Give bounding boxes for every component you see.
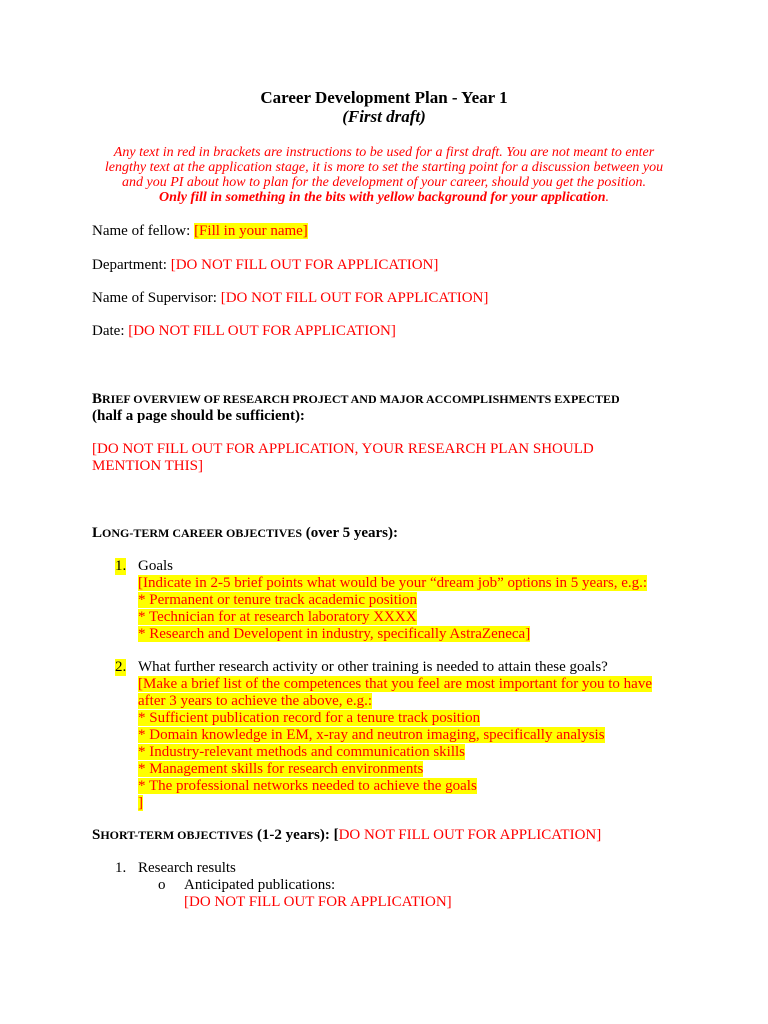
short-term-heading-rest: (1-2 years): [ <box>253 827 339 843</box>
overview-heading-small: RIEF OVERVIEW OF RESEARCH PROJECT AND MAJOR ACCOMPLISHMENTS EXPECTED <box>102 392 620 406</box>
department-value: [DO NOT FILL OUT FOR APPLICATION] <box>170 257 439 273</box>
overview-heading-cap: B <box>92 391 103 407</box>
field-department <box>92 257 682 274</box>
overview-body-line-2: MENTION THIS] <box>92 458 203 474</box>
department-label: Department: <box>92 257 167 273</box>
overview-body-line-1: [DO NOT FILL OUT FOR APPLICATION, YOUR RESEARCH PLAN SHOULD <box>92 441 594 457</box>
overview-heading <box>92 391 682 425</box>
long-term-heading <box>92 525 682 542</box>
goals-input-line[interactable]: [Indicate in 2-5 brief points what would be your “dream job” options in 5 years, e.g.: <box>138 575 648 591</box>
long-term-heading-rest: (over 5 years): <box>302 525 398 541</box>
supervisor-value: [DO NOT FILL OUT FOR APPLICATION] <box>220 290 489 306</box>
training-label: What further research activity or other training is needed to attain these goals? <box>138 659 608 675</box>
long-term-heading-small: ONG-TERM CAREER OBJECTIVES <box>102 526 303 540</box>
training-input-line[interactable]: * The professional networks needed to achieve the goals <box>138 778 477 794</box>
goals-input-line[interactable]: * Research and Developent in industry, specifically AstraZeneca] <box>138 626 531 642</box>
date-value: [DO NOT FILL OUT FOR APPLICATION] <box>128 323 396 339</box>
intro-line-4-end: . <box>605 190 609 205</box>
circle-bullet-icon: o <box>158 877 166 893</box>
overview-body <box>92 441 682 475</box>
fellow-input[interactable]: [Fill in your name] <box>194 223 308 239</box>
training-input-line[interactable]: * Sufficient publication record for a tenure track position <box>138 710 481 726</box>
supervisor-label: Name of Supervisor: <box>92 290 217 306</box>
short-term-heading-red: DO NOT FILL OUT FOR APPLICATION] <box>338 827 602 843</box>
document-subtitle: (First draft) <box>342 107 426 126</box>
field-date <box>92 323 682 340</box>
short-term-heading <box>92 827 682 844</box>
intro-instructions <box>92 145 676 205</box>
intro-line-3: and you PI about how to plan for the development of your career, should you get the position. <box>121 175 646 190</box>
intro-line-1: Any text in red in brackets are instructions to be used for a first draft. You are not meant to enter <box>113 145 655 160</box>
goals-input-line[interactable]: * Permanent or tenure track academic position <box>138 592 418 608</box>
overview-heading-line2: (half a page should be sufficient): <box>92 408 305 424</box>
intro-emphasis: Only fill in something in the bits with yellow background for your application <box>158 190 606 205</box>
training-number: 2. <box>115 659 127 675</box>
research-results-number: 1. <box>115 860 127 876</box>
goals-number: 1. <box>115 558 127 574</box>
intro-line-4 <box>92 190 676 205</box>
field-fellow <box>92 223 682 240</box>
short-term-heading-small: HORT-TERM OBJECTIVES <box>100 828 254 842</box>
field-supervisor <box>92 290 682 307</box>
training-input-line[interactable]: * Domain knowledge in EM, x-ray and neutron imaging, specifically analysis <box>138 727 605 743</box>
anticipated-publications-label: Anticipated publications: <box>184 877 336 893</box>
research-results-label: Research results <box>138 860 236 876</box>
anticipated-publications <box>184 877 684 911</box>
document-title: Career Development Plan - Year 1 <box>260 88 508 107</box>
intro-line-2: lengthy text at the application stage, it is more to set the starting point for a discussion between you <box>104 160 664 175</box>
training-input-line[interactable]: ] <box>138 795 143 811</box>
training-input-line[interactable]: * Management skills for research environments <box>138 761 424 777</box>
goals-label: Goals <box>138 558 173 574</box>
date-label: Date: <box>92 323 125 339</box>
long-term-heading-cap: L <box>92 525 103 541</box>
training-input-line[interactable]: * Industry-relevant methods and communication skills <box>138 744 466 760</box>
fellow-label: Name of fellow: <box>92 223 191 239</box>
goals-input-line[interactable]: * Technician for at research laboratory XXXX <box>138 609 417 625</box>
training-input-line[interactable]: [Make a brief list of the competences that you feel are most important for you to have <box>138 676 652 692</box>
training-input-line[interactable]: after 3 years to achieve the above, e.g.: <box>138 693 373 709</box>
short-term-heading-cap: S <box>92 827 101 843</box>
anticipated-publications-value: [DO NOT FILL OUT FOR APPLICATION] <box>184 894 452 910</box>
goals-item <box>138 558 683 643</box>
training-item <box>138 659 683 812</box>
